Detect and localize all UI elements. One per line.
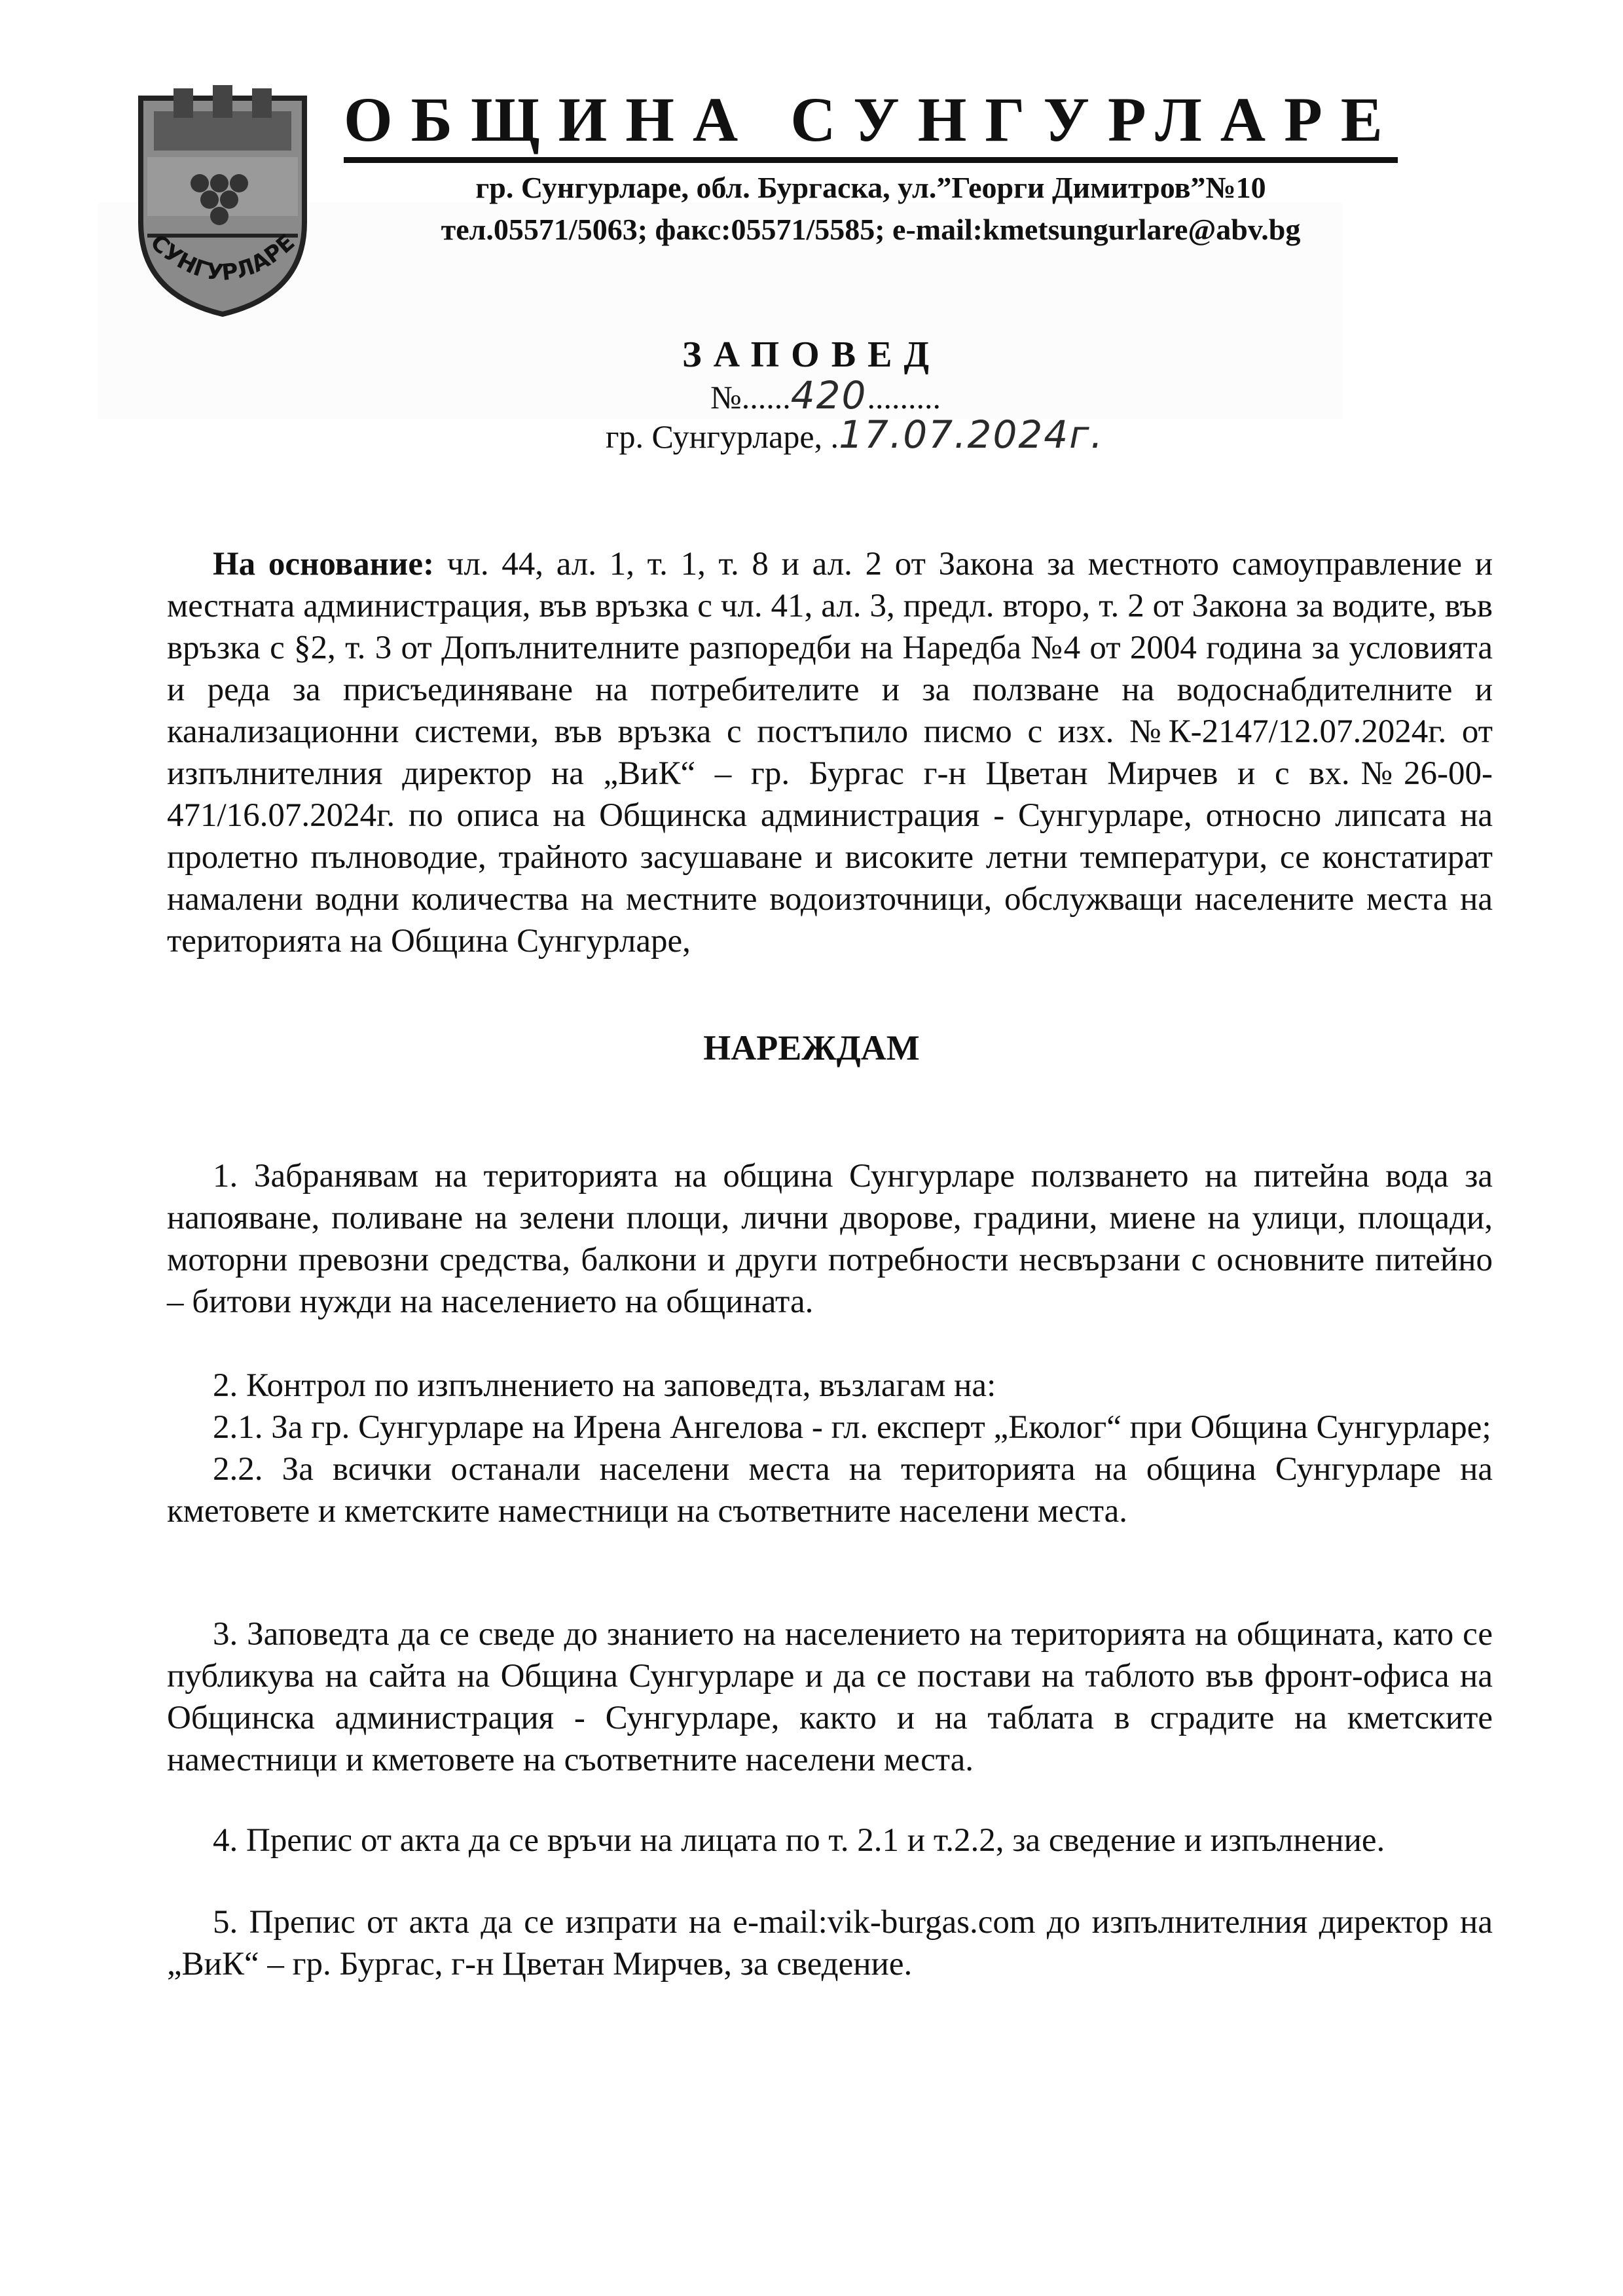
order-number-prefix: №...... bbox=[710, 379, 791, 416]
item-4-text: 4. Препис от акта да се връчи на лицата по т. 2.1 и т.2.2, за сведение и изпълнение. bbox=[213, 1822, 1385, 1859]
item-2-2-text: 2.2. За всички останали населени места на територията на община Сунгурларе на кметовете и кметските наместници на съответните населени места. bbox=[167, 1451, 1493, 1530]
header-underline bbox=[344, 157, 1398, 163]
order-heading: НАРЕЖДАМ bbox=[703, 1028, 920, 1067]
item-2-1-text: 2.1. За гр. Сунгурларе на Ирена Ангелова - гл. експерт „Еколог“ при Община Сунгурларе; bbox=[213, 1409, 1491, 1446]
item-4 bbox=[167, 1820, 1493, 1861]
municipality-title: ОБЩИНА СУНГУРЛАРЕ bbox=[344, 84, 1401, 154]
order-number-suffix: ......... bbox=[867, 379, 941, 416]
item-2-text: 2. Контрол по изпълнението на заповедта, възлагам на: bbox=[213, 1367, 996, 1404]
item-1-text: 1. Забранявам на територията на община Сунгурларе ползването на питейна вода за напояване, поливане на зелени площи, лични дворове, градини, миене на улици, площади, моторни превозни средства, балкони и други потребности несвързани с основните питейно – битови нужди на населението на общината. bbox=[167, 1158, 1493, 1320]
contacts-line: тел.05571/5063; факс:05571/5585; e-mail:kmetsungurlare@abv.bg bbox=[441, 213, 1301, 246]
basis-lead: На основание: bbox=[213, 546, 435, 583]
item-2 bbox=[167, 1365, 1493, 1532]
order-number-handwritten: 420 bbox=[790, 373, 867, 418]
item-3 bbox=[167, 1613, 1493, 1781]
basis-text: чл. 44, ал. 1, т. 1, т. 8 и ал. 2 от Закона за местното самоуправление и местната администрация, във връзка с чл. 41, ал. 3, предл. второ, т. 2 от Закона за водите, във връзка с §2, т. 3 от Допълнителните разпоредби на Наредба №4 от 2004 година за условията и реда за присъединяване на потребителите и за ползване на водоснабдителните и канализационни системи, във връзка с постъпило писмо с изх. №К-2147/12.07.2024г. от изпълнителния директор на „ВиК“ – гр. Бургас г-н Цветан Мирчев и с вх.№26-00-471/16.07.2024г. по описа на Общинска администрация - Сунгурларе, относно липсата на пролетно пълноводие, трайното засушаване и високите летни температури, се констатират намалени водни количества на местните водоизточници, обслужващи населените места на територията на Община Сунгурларе, bbox=[167, 546, 1493, 960]
item-3-text: 3. Заповедта да се сведе до знанието на населението на територията на общината, като се публикува на сайта на Община Сунгурларе и да се постави на таблото във фронт-офиса на Общинска администрация - Сунгурларе, както и на таблата в сградите на кметските наместници и кметовете на съответните населени места. bbox=[167, 1616, 1493, 1778]
order-city: гр. Сунгурларе, . bbox=[606, 418, 839, 455]
order-number bbox=[710, 373, 941, 418]
basis-paragraph bbox=[167, 543, 1493, 962]
item-5-text: 5. Препис от акта да се изпрати на e-mail:vik-burgas.com до изпълнителния директор на „ВиК“ – гр. Бургас, г-н Цветан Мирчев, за сведение. bbox=[167, 1904, 1493, 1982]
crest-lettering: СУНГУРЛАРЕ bbox=[145, 229, 301, 287]
order-place-date bbox=[606, 412, 1104, 457]
item-5 bbox=[167, 1901, 1493, 1985]
order-date-handwritten: 17.07.2024г. bbox=[839, 412, 1104, 457]
item-1 bbox=[167, 1155, 1493, 1323]
order-title: ЗАПОВЕД bbox=[682, 334, 941, 375]
header-contacts bbox=[344, 167, 1398, 251]
municipality-crest bbox=[128, 85, 318, 321]
address-line: гр. Сунгурларе, обл. Бургаска, ул.”Георги Димитров”№10 bbox=[475, 171, 1266, 204]
